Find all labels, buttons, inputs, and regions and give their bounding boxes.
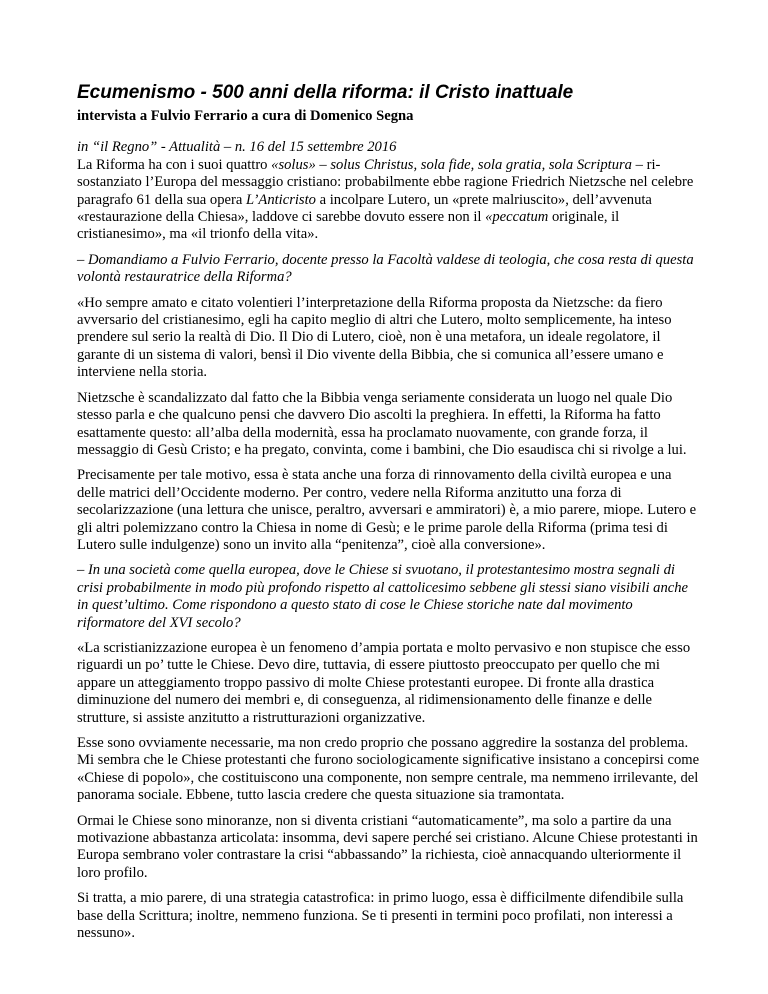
answer-paragraph-2: Nietzsche è scandalizzato dal fatto che la Bibbia venga seriamente considerata un luogo nel quale Dio stesso parla e che qualcuno pensi che davvero Dio ascolti la preghiera. In effetti, la Riforma ha fatto esattamente questo: all’alba della modernità, essa ha proclamato nuovamente, con grande forza, il messaggio di Gesù Cristo; e ha pregato, convinta, come i bambini, che Dio esaudisca chi si rivolge a lui. (77, 389, 687, 458)
answer-paragraph-4: «La scristianizzazione europea è un fenomeno d’ampia portata e molto pervasivo e non stupisce che esso riguardi un po’ tutte le Chiese. Devo dire, tuttavia, di essere piuttosto preoccupato per quello che mi appare un atteggiamento troppo passivo di molte Chiese protestanti europee. Di fronte alla drastica diminuzione del numero dei membri e, di conseguenza, al ridimensionamento delle finanze e delle strutture, si assiste anzitutto a ristrutturazioni organizzative. (77, 639, 691, 726)
intro-text-f: «peccatum (485, 209, 549, 226)
document-page (77, 82, 701, 950)
question-1: – Domandiamo a Fulvio Ferrario, docente presso la Facoltà valdese di teologia, che cosa resta di questa volontà restauratrice della Riforma? (77, 251, 694, 286)
intro-paragraph (77, 157, 701, 244)
article-title: Ecumenismo - 500 anni della riforma: il Cristo inattuale (77, 82, 574, 103)
answer-paragraph-1: «Ho sempre amato e citato volentieri l’interpretazione della Riforma proposta da Nietzsche: da fiero avversario del cristianesimo, egli ha capito meglio di altri che Lutero, molto semplicemente, ha inteso prendere sul serio la realtà di Dio. Il Dio di Lutero, cioè, non è una metafora, un ideale regolatore, il garante di un sistema di valori, bensì il Dio vivente della Bibbia, che si comunica all’essere umano e interviene nella storia. (77, 294, 672, 381)
intro-text-d: L’Anticristo (245, 191, 316, 208)
intro-text-g: originale, il cristianesimo», ma «il trionfo della vita». (77, 209, 620, 243)
article-source: in “il Regno” - Attualità – n. 16 del 15 settembre 2016 (77, 139, 397, 156)
intro-text-a: La Riforma ha con i suoi quattro (77, 156, 272, 173)
answer-paragraph-6: Ormai le Chiese sono minoranze, non si diventa cristiani “automaticamente”, ma solo a partire da una motivazione abbastanza articolata: insomma, devi sapere perché sei cristiano. Alcune Chiese protestanti in Europa sembrano voler contrastare la crisi “abbassando” la richiesta, cioè annacquando ulteriormente il loro profilo. (77, 812, 698, 881)
answer-paragraph-7: Si tratta, a mio parere, di una strategia catastrofica: in primo luogo, essa è difficilmente difendibile sulla base della Scrittura; inoltre, nemmeno funziona. Se ti presenti in termini poco profilati, non interessi a nessuno». (77, 890, 684, 942)
article-subtitle: intervista a Fulvio Ferrario a cura di Domenico Segna (77, 108, 414, 124)
intro-text-e: a incolpare Lutero, un «prete malriuscito», dell’avvenuta «restaurazione della Chiesa», laddove ci sarebbe dovuto essere non il (77, 191, 652, 226)
intro-text-b: «solus» – solus Christus, sola fide, sola gratia, sola Scriptura (271, 156, 632, 173)
question-2: – In una società come quella europea, dove le Chiese si svuotano, il protestantesimo mostra segnali di crisi probabilmente in modo più profondo rispetto al cattolicesimo sebbene gli stessi siano visibili anche in quest’ultimo. Come rispondono a questo stato di cose le Chiese storiche nate dal movimento riformatore del XVI secolo? (77, 562, 688, 631)
answer-paragraph-5: Esse sono ovviamente necessarie, ma non credo proprio che possano aggredire la sostanza del problema. Mi sembra che le Chiese protestanti che furono sociologicamente significative insistano a concepirsi come «Chiese di popolo», che costituiscono una componente, non sempre centrale, ma nemmeno irrilevante, del panorama sociale. Ebbene, tutto lascia credere che questa situazione sia tramontata. (77, 735, 700, 804)
intro-text-c: – ri-sostanziato l’Europa del messaggio cristiano: probabilmente ebbe ragione Friedrich Nietzsche nel celebre paragrafo 61 della sua opera (77, 156, 694, 208)
answer-paragraph-3: Precisamente per tale motivo, essa è stata anche una forza di rinnovamento della civiltà europea e una delle matrici dell’Occidente moderno. Per contro, vedere nella Riforma anzitutto una forza di secolarizzazione (una lettura che unisce, peraltro, avversari e ammiratori) è, a mio parere, miope. Lutero e gli altri polemizzano contro la Chiesa in nome di Gesù; e le prime parole della Riforma (prima tesi di Lutero sulle indulgenze) sono un invito alla “penitenza”, cioè alla conversione». (77, 467, 697, 553)
